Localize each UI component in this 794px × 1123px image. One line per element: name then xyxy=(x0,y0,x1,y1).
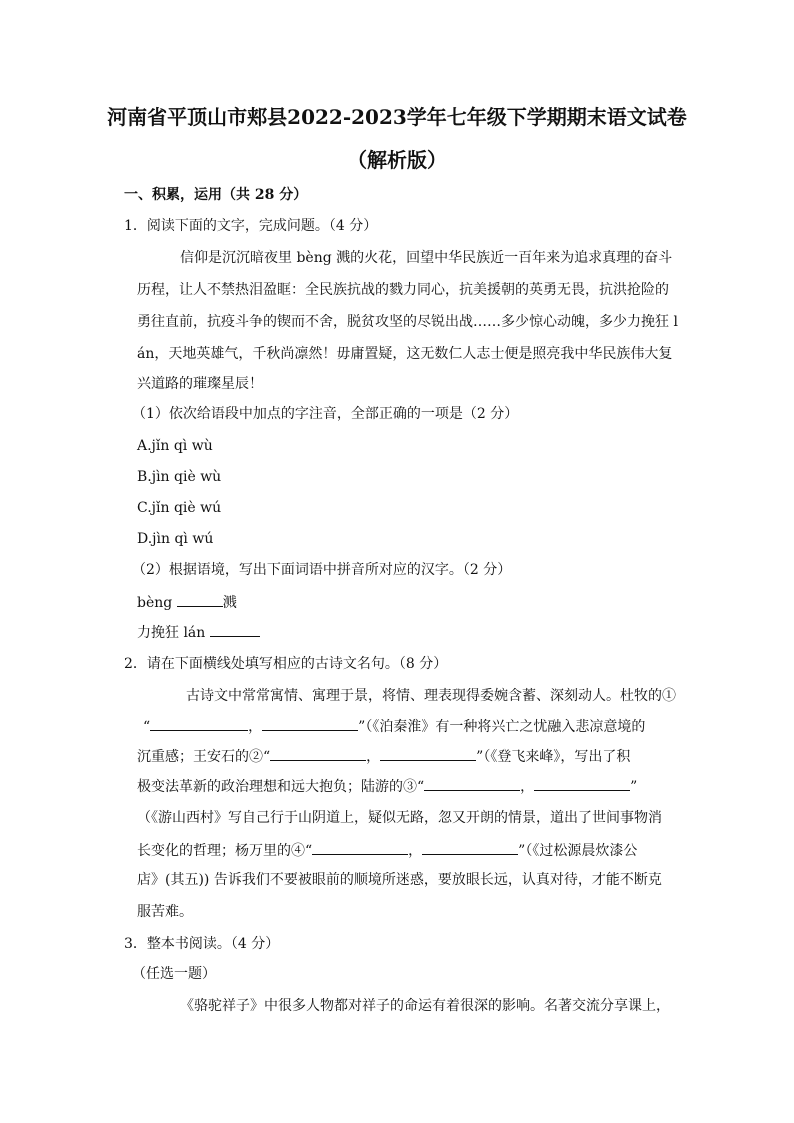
q2-line-text: 极变法革新的政治理想和远大抱负；陆游的③“ xyxy=(137,779,425,795)
q2-line-tail: ”（《过松源晨炊漆公 xyxy=(518,843,638,859)
option-c[interactable]: C.jǐn qiè wú xyxy=(137,500,222,516)
q1-passage-line: án，天地英雄气，千秋尚凛然！毋庸置疑，这无数仁人志士便是照亮我中华民族伟大复 xyxy=(137,346,673,362)
option-d[interactable]: D.jìn qì wú xyxy=(137,531,214,547)
fill-row-1 xyxy=(137,592,237,613)
q2-line-text: 长变化的哲理；杨万里的④“ xyxy=(137,843,313,859)
quote-mark: “ xyxy=(143,719,151,735)
q2-line xyxy=(143,716,645,737)
fill-prefix: 力挽狂 lán xyxy=(137,625,206,641)
answer-blank[interactable] xyxy=(422,840,518,855)
q1-passage-line: 兴道路的璀璨星辰！ xyxy=(137,376,263,392)
comma: ， xyxy=(366,749,381,765)
fill-prefix: bèng xyxy=(137,595,173,611)
q3-prompt: 3．整本书阅读。（4 分） xyxy=(124,936,280,952)
q1-passage-line: 勇往直前，抗疫斗争的锲而不舍，脱贫攻坚的尽锐出战……多少惊心动魄，多少力挽狂 l xyxy=(137,314,678,330)
q2-line: 古诗文中常常寓情、寓理于景，将情、理表现得委婉含蓄、深刻动人。杜牧的① xyxy=(186,688,676,704)
option-b[interactable]: B.jìn qiè wù xyxy=(137,469,222,485)
fill-suffix: 溅 xyxy=(222,595,237,611)
q2-prompt: 2．请在下面横线处填写相应的古诗文名句。（8 分） xyxy=(124,656,448,672)
document-subtitle: （解析版） xyxy=(347,148,447,172)
q1-passage-line: 信仰是沉沉暗夜里 bèng 溅的火花，回望中华民族近一百年来为追求真理的奋斗 xyxy=(180,250,673,266)
q2-line: （《游山西村》写自己行于山阴道上，疑似无路，忽又开朗的情景，道出了世间事物消 xyxy=(137,810,662,826)
answer-blank[interactable] xyxy=(210,622,260,637)
q1-subquestion-1: （1）依次给语段中加点的字注音，全部正确的一项是（2 分） xyxy=(132,406,519,422)
answer-blank[interactable] xyxy=(150,716,248,731)
quote-mark: ” xyxy=(630,779,638,795)
answer-blank[interactable] xyxy=(534,776,630,791)
q2-line-text: 沉重感；王安石的②“ xyxy=(137,749,271,765)
q2-line: 店》(其五)) 告诉我们不要被眼前的顺境所迷惑，要放眼长远，认真对待，才能不断克 xyxy=(137,872,662,888)
section-heading: 一、积累，运用（共 28 分） xyxy=(124,187,308,203)
q1-passage-line: 历程，让人不禁热泪盈眶：全民族抗战的戮力同心，抗美援朝的英勇无畏，抗洪抢险的 xyxy=(137,282,669,298)
fill-row-2 xyxy=(137,622,260,643)
answer-blank[interactable] xyxy=(262,716,358,731)
q2-line-tail: ”（《登飞来峰》，写出了积 xyxy=(476,749,631,765)
answer-blank[interactable] xyxy=(424,776,520,791)
q2-line xyxy=(137,746,630,767)
option-a[interactable]: A.jǐn qì wù xyxy=(137,438,213,454)
answer-blank[interactable] xyxy=(270,746,366,761)
answer-blank[interactable] xyxy=(177,592,223,607)
q2-line-tail: ”（《泊秦淮》有一种将兴亡之忧融入悲凉意境的 xyxy=(358,719,646,735)
q3-note: （任选一题） xyxy=(132,966,216,982)
answer-blank[interactable] xyxy=(312,840,408,855)
comma: ， xyxy=(408,843,423,859)
q3-text: 《骆驼祥子》中很多人物都对祥子的命运有着很深的影响。名著交流分享课上， xyxy=(180,998,670,1014)
q2-line xyxy=(137,776,637,797)
q2-line: 服苦难。 xyxy=(137,904,193,920)
comma: ， xyxy=(520,779,535,795)
q1-subquestion-2: （2）根据语境，写出下面词语中拼音所对应的汉字。（2 分） xyxy=(132,562,512,578)
document-title: 河南省平顶山市郏县2022-2023学年七年级下学期期末语文试卷 xyxy=(107,105,687,129)
comma: ， xyxy=(248,719,263,735)
q2-line xyxy=(137,840,637,861)
answer-blank[interactable] xyxy=(380,746,476,761)
q1-prompt: 1．阅读下面的文字，完成问题。（4 分） xyxy=(124,218,378,234)
